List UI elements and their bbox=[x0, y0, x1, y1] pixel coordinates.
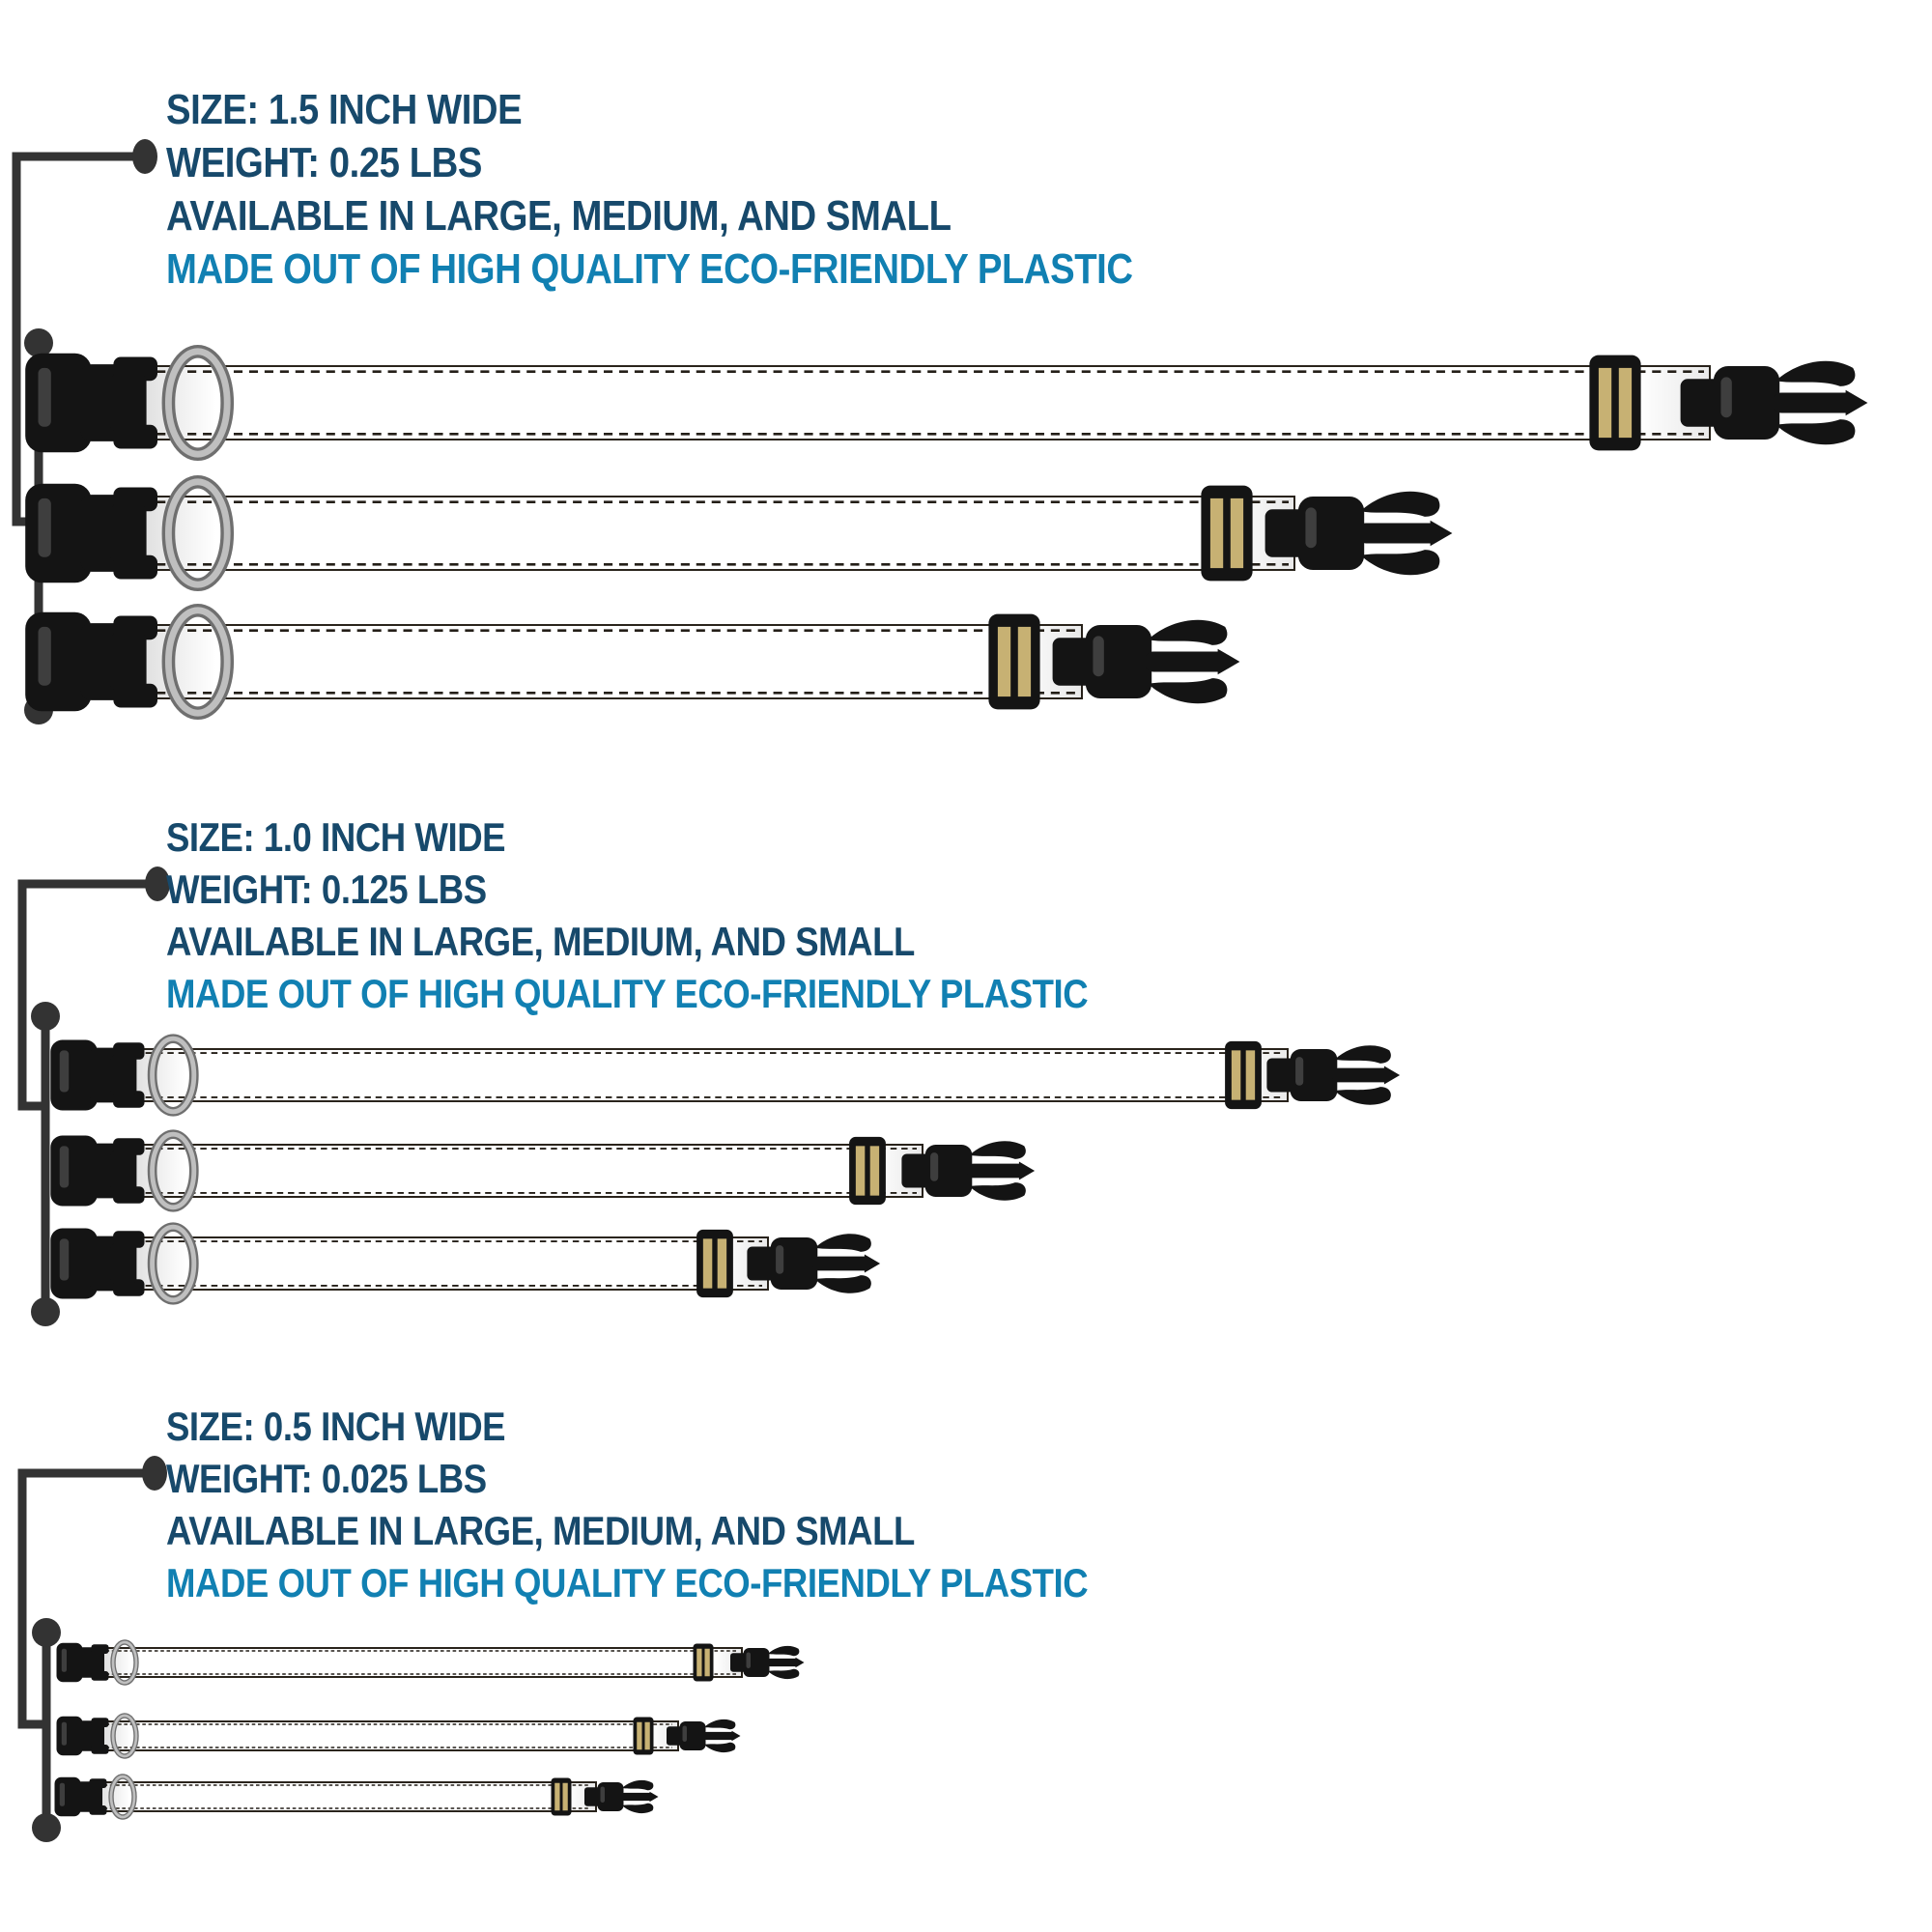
collar-strap bbox=[135, 366, 1710, 440]
weight-spec-label: WEIGHT: 0.125 LBS bbox=[166, 867, 487, 912]
buckle-female bbox=[25, 612, 157, 712]
buckle-female bbox=[25, 484, 157, 583]
availability-label: AVAILABLE IN LARGE, MEDIUM, AND SMALL bbox=[166, 1508, 915, 1553]
bracket-dot bbox=[31, 1297, 60, 1326]
collar-1.5-inch-large bbox=[25, 352, 1867, 454]
collar-0.5-inch-small bbox=[55, 1776, 659, 1817]
spec-block-1-0-inch bbox=[166, 811, 1088, 1020]
buckle-female bbox=[25, 354, 157, 453]
collar-1.0-inch-small bbox=[50, 1227, 880, 1300]
size-spec-label: SIZE: 0.5 INCH WIDE bbox=[166, 1404, 506, 1449]
collar-strap bbox=[100, 1648, 743, 1677]
collar-strap bbox=[128, 1049, 1288, 1101]
tri-glide-slider bbox=[988, 614, 1039, 710]
buckle-female bbox=[57, 1717, 109, 1756]
size-spec-label: SIZE: 1.0 INCH WIDE bbox=[166, 814, 506, 860]
collar-strap bbox=[100, 1721, 679, 1750]
collar-1.0-inch-medium bbox=[50, 1134, 1035, 1208]
text-callout-dot bbox=[132, 139, 157, 174]
collar-0.5-inch-large bbox=[57, 1642, 805, 1683]
tri-glide-slider bbox=[552, 1778, 572, 1816]
spec-block-0-5-inch bbox=[166, 1401, 1088, 1609]
tri-glide-slider bbox=[1225, 1041, 1262, 1109]
tri-glide-slider bbox=[696, 1230, 733, 1297]
bracket-dot bbox=[24, 328, 53, 357]
tri-glide-slider bbox=[694, 1644, 714, 1682]
weight-spec-label: WEIGHT: 0.25 LBS bbox=[166, 139, 482, 186]
material-label: MADE OUT OF HIGH QUALITY ECO-FRIENDLY PLASTIC bbox=[166, 245, 1133, 293]
material-label: MADE OUT OF HIGH QUALITY ECO-FRIENDLY PLASTIC bbox=[166, 971, 1089, 1016]
collar-illustrations: LUCKY bbox=[0, 0, 1932, 1932]
tri-glide-slider bbox=[634, 1718, 654, 1755]
size-spec-label: SIZE: 1.5 INCH WIDE bbox=[166, 86, 523, 133]
material-label: MADE OUT OF HIGH QUALITY ECO-FRIENDLY PLASTIC bbox=[166, 1560, 1089, 1605]
spec-block-1-5-inch bbox=[166, 83, 1133, 296]
bracket-dot bbox=[32, 1813, 61, 1842]
collar-strap bbox=[135, 497, 1294, 570]
collar-1.0-inch-large bbox=[50, 1038, 1400, 1112]
tri-glide-slider bbox=[849, 1137, 886, 1205]
collar-0.5-inch-medium bbox=[57, 1716, 741, 1756]
buckle-female bbox=[50, 1040, 144, 1111]
collar-strap bbox=[135, 625, 1082, 698]
bracket-dot bbox=[32, 1618, 61, 1647]
collar-strap bbox=[128, 1237, 768, 1290]
text-callout-dot bbox=[142, 1456, 167, 1491]
collar-strap bbox=[128, 1145, 923, 1197]
weight-spec-label: WEIGHT: 0.025 LBS bbox=[166, 1456, 487, 1501]
buckle-female bbox=[50, 1229, 144, 1299]
availability-label: AVAILABLE IN LARGE, MEDIUM, AND SMALL bbox=[166, 919, 915, 964]
availability-label: AVAILABLE IN LARGE, MEDIUM, AND SMALL bbox=[166, 192, 952, 240]
collar-1.5-inch-medium bbox=[25, 482, 1452, 584]
collar-1.5-inch-small bbox=[25, 611, 1239, 713]
tri-glide-slider bbox=[1201, 486, 1252, 582]
buckle-female bbox=[50, 1136, 144, 1207]
buckle-female bbox=[57, 1643, 109, 1683]
collar-strap bbox=[99, 1782, 597, 1811]
buckle-female bbox=[55, 1777, 107, 1817]
bracket-dot bbox=[31, 1002, 60, 1031]
tri-glide-slider bbox=[1589, 355, 1640, 451]
